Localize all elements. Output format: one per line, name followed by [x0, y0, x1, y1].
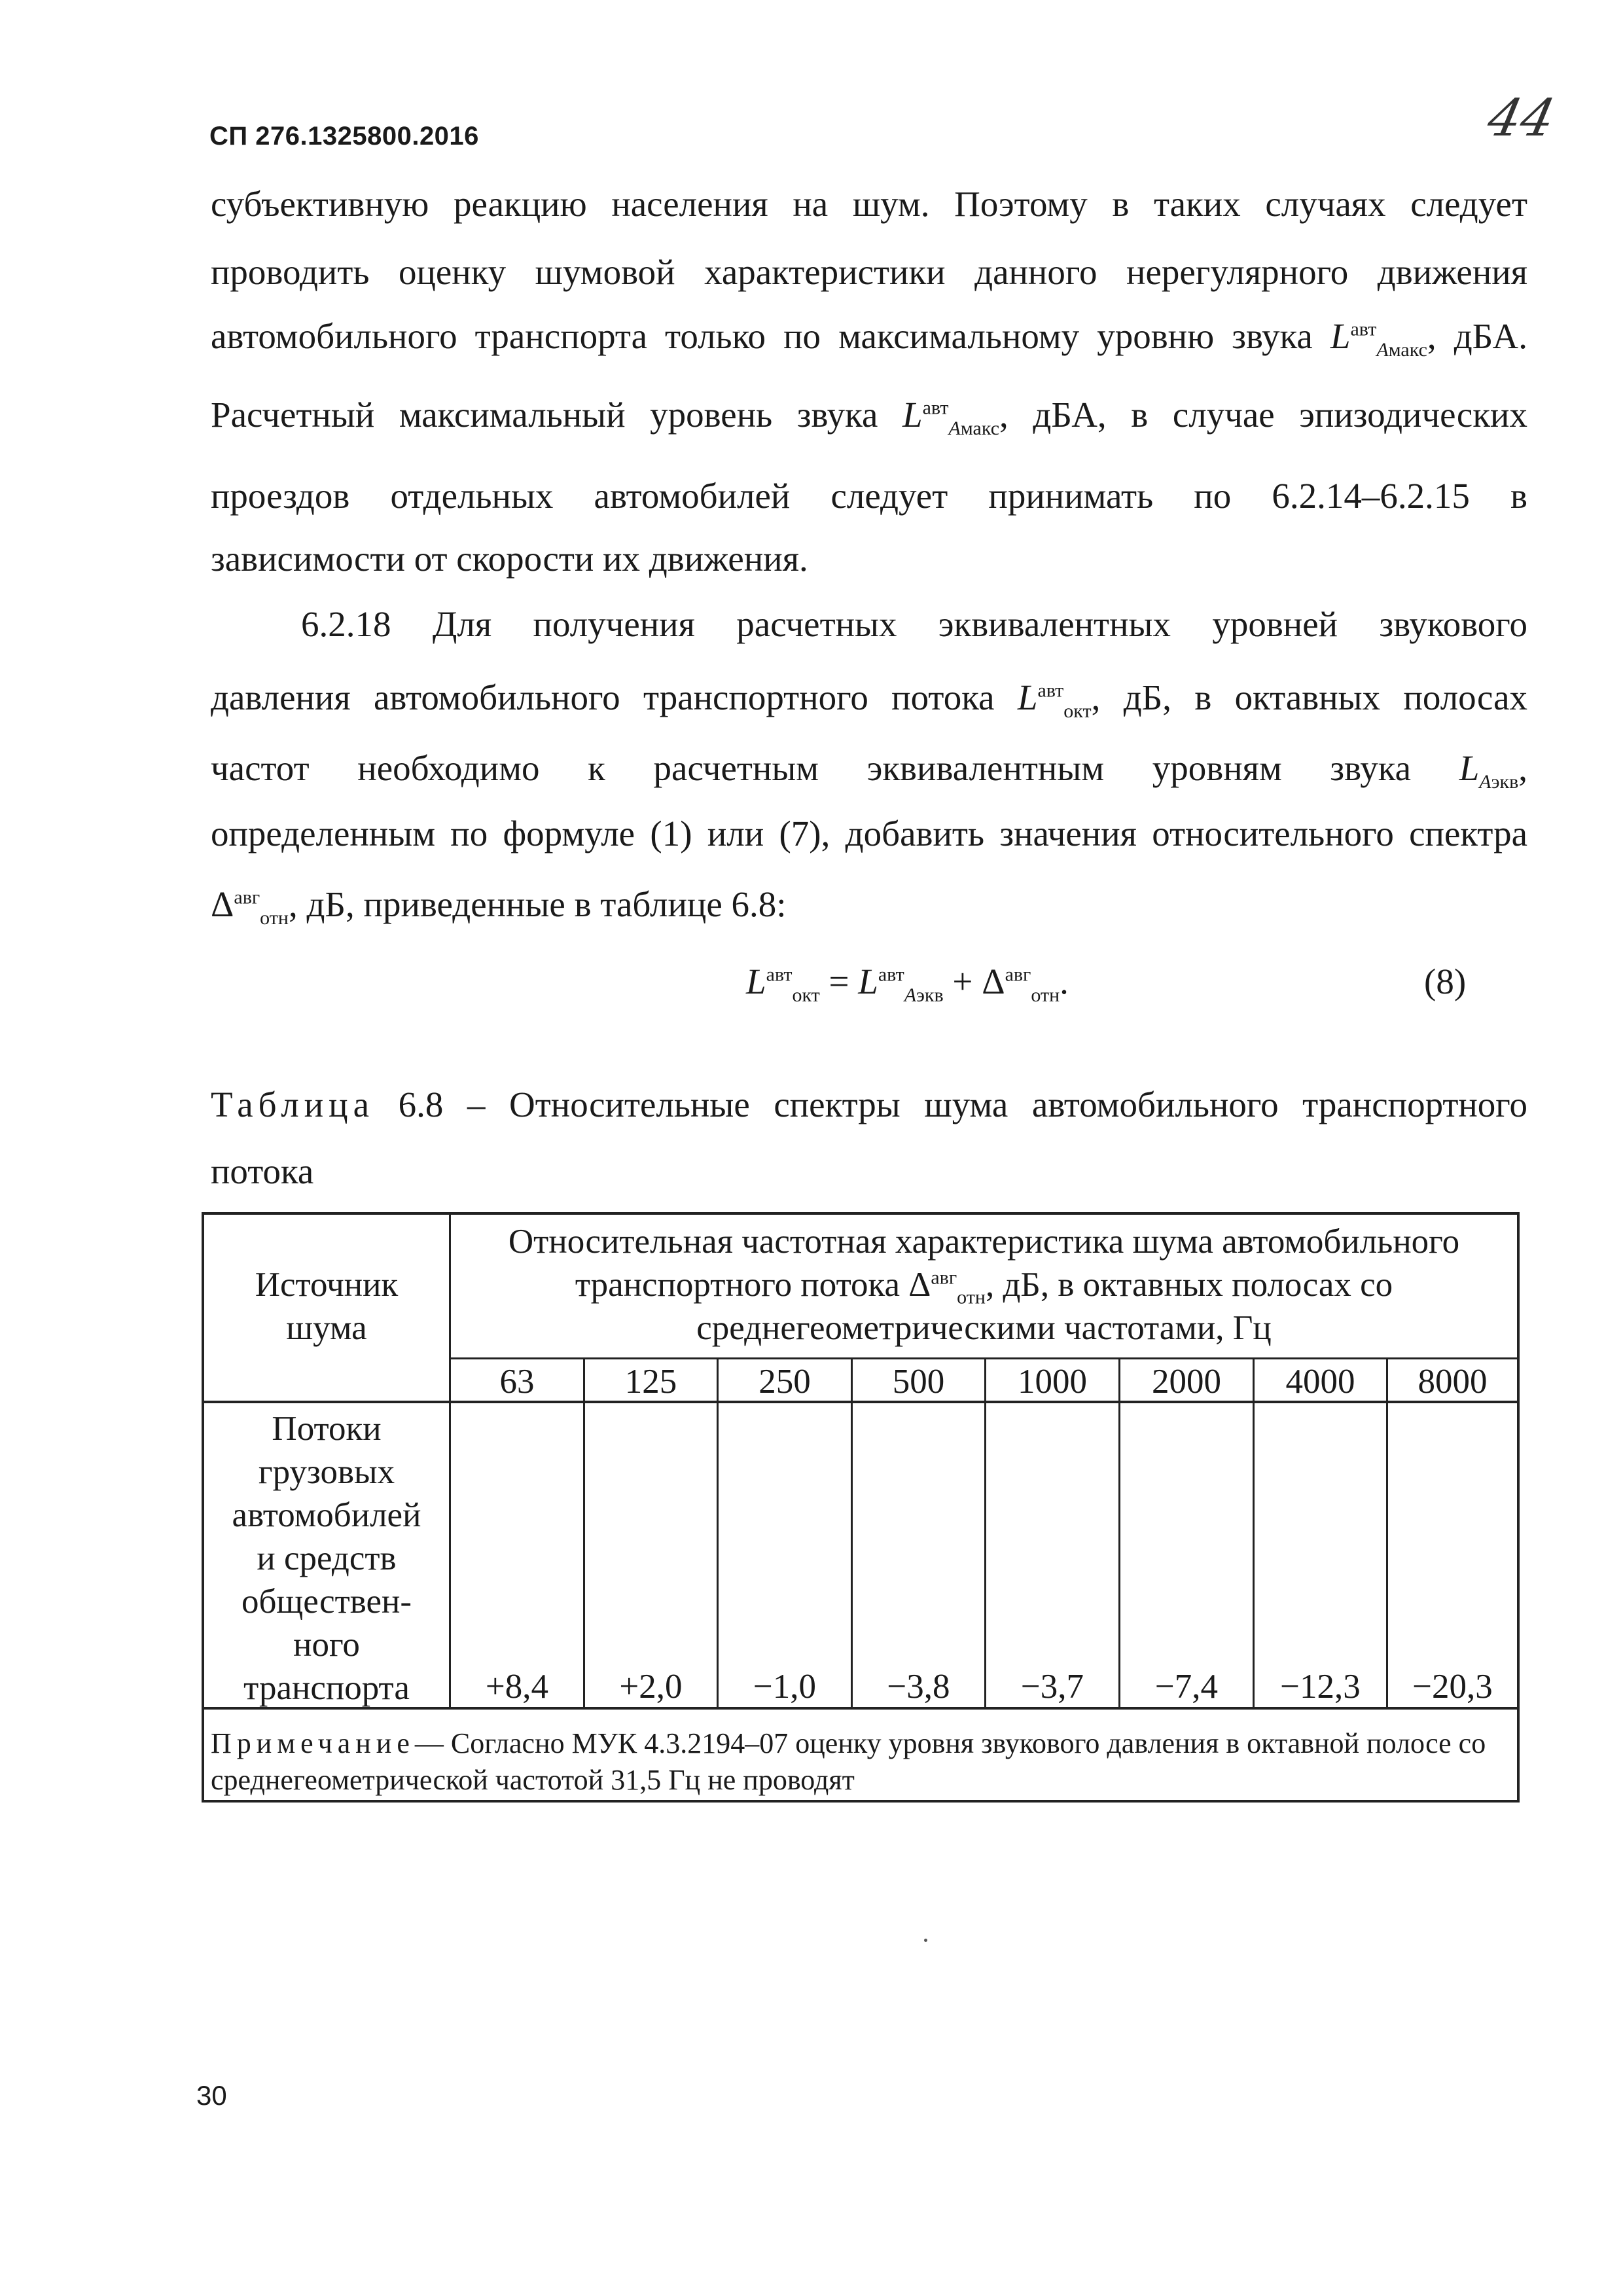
symbol-l-a-max: $L^{авт}_{Aмакс}$, дБА, в случае эпизодических	[902, 395, 1527, 439]
symbol-l-okt: $L^{авт}_{окт}$, дБ, в октавных полосах	[1017, 677, 1528, 722]
freq-header: 1000	[1018, 1363, 1087, 1401]
symbol-delta-otn: $\Delta^{авг}_{отн}$	[211, 884, 289, 929]
freq-header: 125	[624, 1363, 677, 1401]
table-cell-value: −1,0	[753, 1668, 817, 1706]
page-number: 30	[196, 2080, 227, 2111]
freq-header: 250	[758, 1363, 811, 1401]
row-source-label: Потоки грузовых автомобилей и средств обществен- ного транспорта	[232, 1410, 421, 1707]
table-note: Примечание— Согласно МУК 4.3.2194–07 оценку уровня звукового давления в октавной полосе со среднегеометрической частотой 31,5 Гц не проводят	[211, 1727, 1486, 1796]
paragraph-line-with-formula: частот необходимо к расчетным эквивалентным уровням звука $L_{Aэкв}$,	[211, 748, 1527, 793]
freq-header: 2000	[1152, 1363, 1221, 1401]
header-frequency-group: Относительная частотная характеристика шума автомобильного транспортного потока $\Delta^{авг}_{отн}$, дБ, в октавных полосах со среднегеометрическими частотами, Гц	[508, 1223, 1460, 1347]
formula-8: $L^{авт}_{окт} = L^{авт}_{Aэкв} + \Delta^{авг}_{отн}$.	[746, 961, 1069, 1006]
header-source: Источник шума	[255, 1266, 399, 1347]
equation-number: (8)	[1424, 961, 1467, 1001]
freq-header: 8000	[1418, 1363, 1488, 1401]
handwritten-sheet-number: 44	[1482, 89, 1560, 148]
paragraph-line: определенным по формуле (1) или (7), добавить значения относительного спектра	[211, 814, 1527, 853]
table-cell-value: −12,3	[1280, 1668, 1361, 1706]
freq-header: 500	[892, 1363, 945, 1401]
table-cell-value: +2,0	[619, 1668, 683, 1706]
paragraph-line-with-formula: давления автомобильного транспортного потока $L^{авт}_{окт}$, дБ, в октавных полосах	[211, 677, 1528, 722]
freq-header: 4000	[1285, 1363, 1355, 1401]
freq-header: 63	[499, 1363, 535, 1401]
paragraph-line: проездов отдельных автомобилей следует принимать по 6.2.14–6.2.15 в	[211, 476, 1527, 516]
document-code: СП 276.1325800.2016	[209, 122, 479, 151]
paragraph-line: проводить оценку шумовой характеристики данного нерегулярного движения	[211, 252, 1527, 292]
symbol-l-a-ekv: $L_{Aэкв}$,	[1459, 748, 1527, 793]
table-cell-value: −3,8	[887, 1668, 950, 1706]
table-cell-value: −20,3	[1412, 1668, 1493, 1706]
spectrum-table	[202, 1212, 1520, 1803]
paragraph-line-with-formula: $\Delta^{авг}_{отн}$, дБ, приведенные в таблице 6.8:	[211, 884, 787, 929]
paragraph-line: зависимости от скорости их движения.	[211, 539, 808, 579]
table-cell-value: −7,4	[1154, 1668, 1219, 1706]
table-cell-value: −3,7	[1020, 1668, 1084, 1706]
paragraph-line-with-formula: Расчетный максимальный уровень звука $L^{авт}_{Aмакс}$, дБА, в случае эпизодических	[211, 395, 1527, 439]
table-cell-value: +8,4	[485, 1668, 549, 1706]
paragraph-line-with-formula: автомобильного транспорта только по максимальному уровню звука $L^{авт}_{Aмакс}$, дБА.	[211, 316, 1528, 361]
table-caption-line2: потока	[211, 1151, 314, 1191]
scan-speck	[924, 1939, 927, 1942]
paragraph-line: 6.2.18 Для получения расчетных эквивалентных уровней звукового	[301, 604, 1527, 644]
table-caption: Таблица 6.8 – Относительные спектры шума автомобильного транспортного	[211, 1085, 1527, 1124]
paragraph-line: субъективную реакцию населения на шум. Поэтому в таких случаях следует	[211, 184, 1527, 224]
symbol-l-a-max: $L^{авт}_{Aмакс}$, дБА.	[1330, 316, 1528, 361]
